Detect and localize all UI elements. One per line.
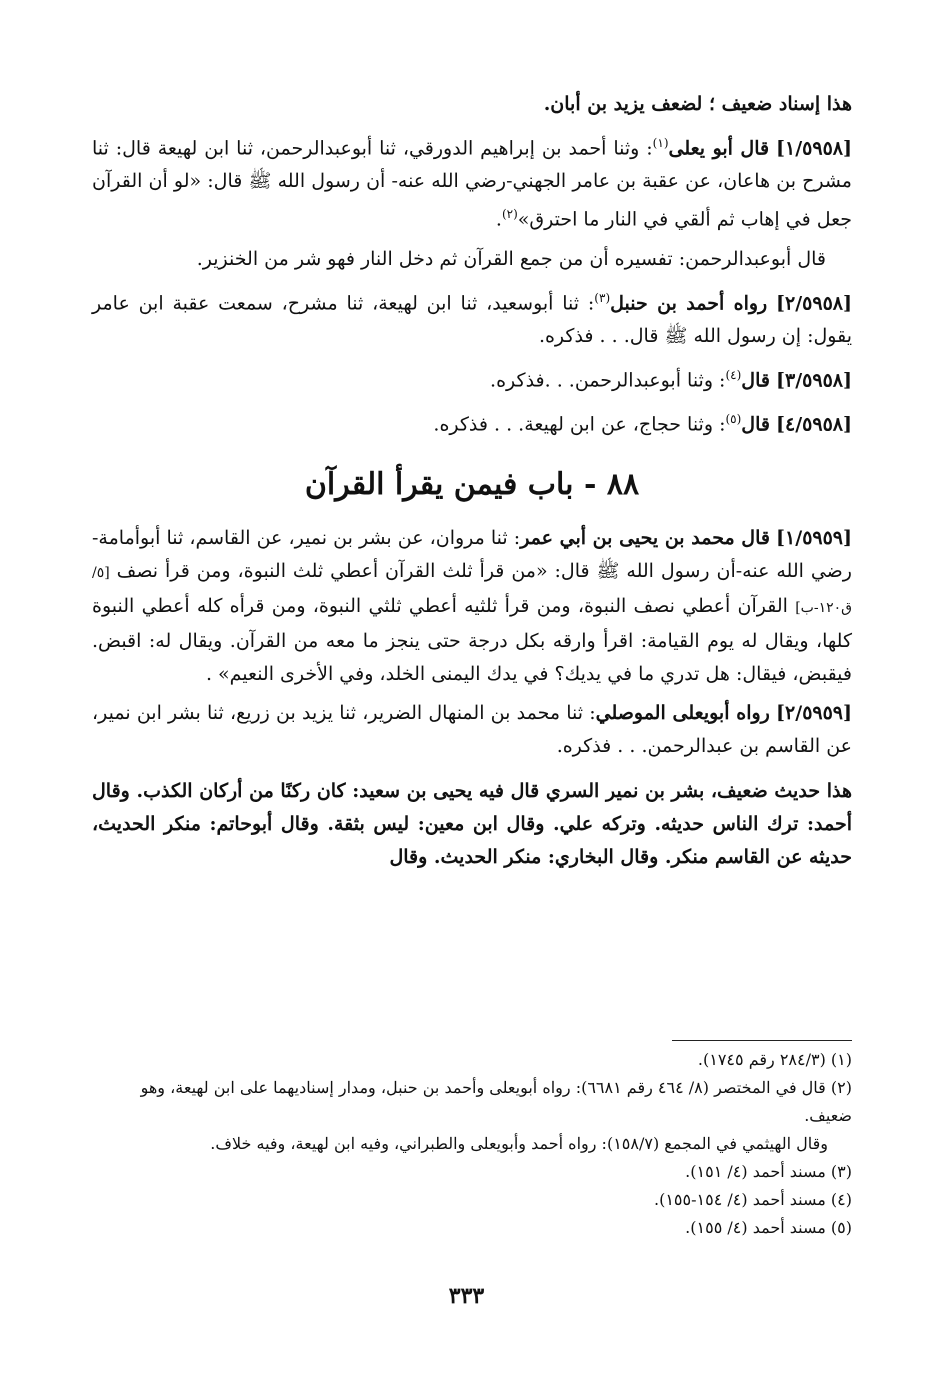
hadith-ref: [٢/٥٩٥٩] bbox=[776, 701, 853, 724]
hadith-text: : ثنا أبوسعيد، ثنا ابن لهيعة، ثنا مشرح، سمعت عقبة ابن عامر يقول: إن رسول الله ﷺ قال. . . فذكره. bbox=[92, 291, 852, 347]
commentary: قال أبوعبدالرحمن: تفسيره أن من جمع القرآن ثم دخل النار فهو شر من الخنزير. bbox=[196, 247, 826, 270]
hadith-source: قال أبو يعلى bbox=[668, 137, 770, 160]
hadith-source: رواه أحمد بن حنبل bbox=[610, 291, 768, 314]
footnote-marker: (١) bbox=[652, 136, 669, 150]
hadith-text: : ثنا محمد بن المنهال الضرير، ثنا يزيد بن زريع، ثنا بشر ابن نمير، عن القاسم بن عبدالرحمن. . . فذكره. bbox=[92, 701, 852, 757]
page-body bbox=[92, 88, 852, 874]
hadith-5959-1 bbox=[92, 522, 852, 691]
hadith-5958-2 bbox=[92, 282, 852, 353]
hadith-5959-2 bbox=[92, 697, 852, 763]
footnote-marker: (٥) bbox=[725, 412, 742, 427]
footnote-marker: (٢) bbox=[501, 207, 518, 222]
hadith-ref: [٤/٥٩٥٨] bbox=[776, 413, 852, 436]
footnote-marker: (٤) bbox=[725, 367, 742, 382]
manuscript-marker: [٥/ق١٢٠-ب] bbox=[92, 564, 852, 616]
hadith-ref: [١/٥٩٥٩] bbox=[776, 526, 853, 549]
footnote-5: (٥) مسند أحمد (٤/ ١٥٥). bbox=[685, 1218, 852, 1237]
hadith-end: . bbox=[495, 208, 502, 231]
hadith-ref: [٢/٥٩٥٨] bbox=[776, 291, 852, 314]
hadith-source: رواه أبويعلى الموصلي bbox=[595, 701, 770, 724]
chapter-title: ٨٨ - باب فيمن يقرأ القرآن bbox=[304, 466, 640, 502]
hadith-source: قال محمد بن يحيى بن أبي عمر bbox=[520, 526, 770, 549]
footnote-1: (١) (٢٨٤/٣ رقم ١٧٤٥). bbox=[697, 1050, 852, 1069]
hadith-source: قال bbox=[741, 369, 770, 392]
footnote-4: (٤) مسند أحمد (٤/ ١٥٤-١٥٥). bbox=[653, 1190, 852, 1209]
verdict: هذا حديث ضعيف، بشر بن نمير السري قال فيه يحيى بن سعيد: كان ركنًا من أركان الكذب. وقال أحمد: ترك الناس حديثه. وتركه علي. وقال ابن معين: ليس بثقة. وقال أبوحاتم: منكر الحديث، حديثه عن القاسم منكر. وقال البخاري: منكر الحديث. وقال bbox=[92, 779, 852, 868]
hadith-5958-1 bbox=[92, 127, 852, 237]
hadith-text: : وثنا أحمد بن إبراهيم الدورقي، ثنا أبوعبدالرحمن، ثنا ابن لهيعة قال: ثنا مشرح بن هاعان، عن عقبة بن عامر الجهني-رضي الله عنه- أن رسول الله ﷺ قال: «لو أن القرآن جعل في إهاب ثم ألقي في النار ما احترق» bbox=[92, 137, 852, 231]
footnote-marker: (٣) bbox=[594, 290, 611, 305]
hadith-ref: [٣/٥٩٥٨] bbox=[776, 369, 852, 392]
footnote-2: (٢) قال في المختصر (٨/ ٤٦٤ رقم ٦٦٨١): رواه أبويعلى وأحمد بن حنبل، ومدار إسناديهما على ابن لهيعة، وهو ضعيف. bbox=[140, 1078, 852, 1125]
hadith-5958-4 bbox=[92, 403, 852, 441]
footnote-divider bbox=[672, 1040, 852, 1041]
page-number: ٣٣٣ bbox=[448, 1283, 485, 1309]
hadith-source: قال bbox=[741, 413, 770, 436]
footnote-3: (٣) مسند أحمد (٤/ ١٥١). bbox=[685, 1162, 852, 1181]
hadith-text: : وثنا أبوعبدالرحمن. . .فذكره. bbox=[490, 369, 726, 392]
footnotes bbox=[92, 1046, 852, 1242]
hadith-text-cont: القرآن أعطي نصف النبوة، ومن قرأ ثلثيه أعطي ثلثي النبوة، ومن قرأه كله أعطي النبوة كلها، ويقال له يوم القيامة: اقرأ وارقه بكل درجة حتى ينجز ما معه من القرآن. ويقال له: اقبض. فيقبض، فيقال: هل تدري ما في يديك؟ في يدك اليمنى الخلد، وفي الأخرى النعيم» . bbox=[92, 594, 852, 685]
hadith-ref: [١/٥٩٥٨] bbox=[776, 137, 852, 160]
hadith-5958-3 bbox=[92, 359, 852, 397]
hadith-text: : وثنا حجاج، عن ابن لهيعة. . . فذكره. bbox=[433, 413, 726, 436]
footnote-2-cont: وقال الهيثمي في المجمع (١٥٨/٧): رواه أحمد وأبويعلى والطبراني، وفيه ابن لهيعة، وفيه خلاف. bbox=[210, 1134, 828, 1153]
hadith-text: : ثنا مروان، عن بشر بن نمير، عن القاسم، ثنا أبوأمامة-رضي الله عنه-أن رسول الله ﷺ قال: «من قرأ ثلث القرآن أعطي ثلث النبوة، ومن قرأ نصف bbox=[92, 526, 852, 582]
isnad-note: هذا إسناد ضعيف ؛ لضعف يزيد بن أبان. bbox=[543, 93, 852, 115]
